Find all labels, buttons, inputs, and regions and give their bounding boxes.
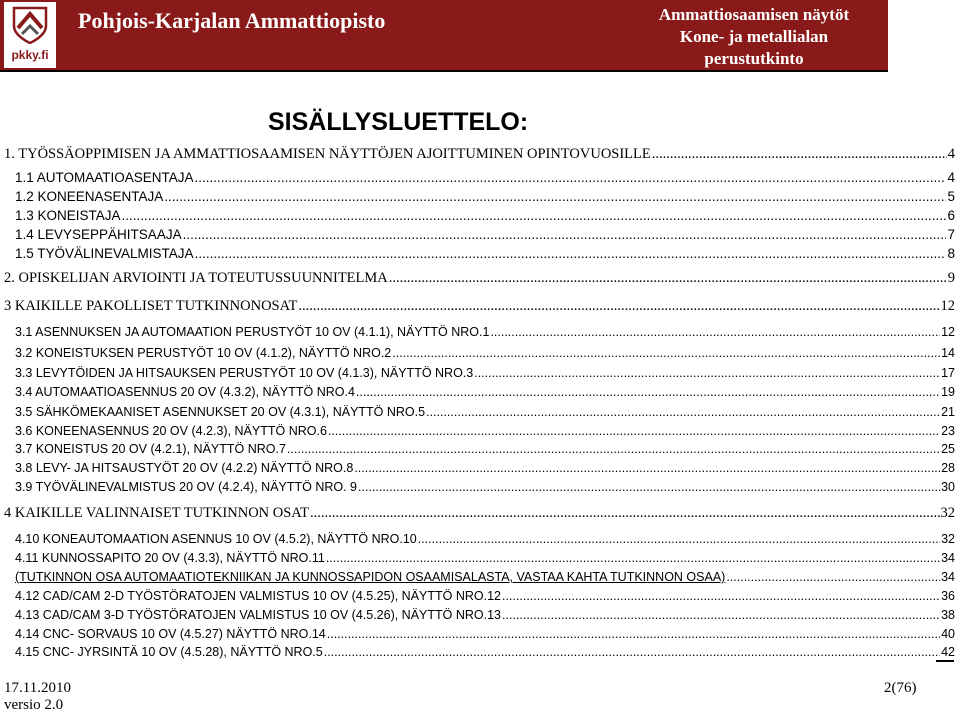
toc-entry[interactable] — [15, 442, 955, 456]
toc-entry[interactable] — [15, 627, 955, 641]
toc-entry-page: 34 — [941, 551, 955, 565]
toc-leader-dots — [298, 298, 939, 315]
toc-entry-page: 4 — [947, 170, 955, 185]
toc-entry-page: 32 — [941, 532, 955, 546]
toc-leader-dots — [652, 146, 947, 163]
toc-leader-dots — [726, 570, 940, 584]
toc-entry-page: 25 — [941, 442, 955, 456]
footer-version: versio 2.0 — [4, 697, 64, 713]
toc-entry-title: 3.2 KONEISTUKSEN PERUSTYÖT 10 OV (4.1.2), NÄYTTÖ NRO.2 — [15, 346, 392, 360]
toc-entry[interactable] — [4, 505, 955, 522]
toc-entry-page: 42 — [941, 645, 955, 659]
toc-entry-title: 4.11 KUNNOSSAPITO 20 OV (4.3.3), NÄYTTÖ NRO.11 — [15, 551, 325, 565]
toc-entry[interactable] — [15, 608, 955, 622]
toc-leader-dots — [490, 325, 940, 339]
toc-entry-page: 36 — [941, 589, 955, 603]
header-line: Ammattiosaamisen näytöt — [658, 5, 850, 24]
toc-entry-title: 3.3 LEVYTÖIDEN JA HITSAUKSEN PERUSTYÖT 10 OV (4.1.3), NÄYTTÖ NRO.3 — [15, 366, 474, 380]
toc-leader-dots — [324, 645, 940, 659]
toc-leader-dots — [328, 424, 940, 438]
toc-entry[interactable] — [15, 246, 955, 261]
toc-entry[interactable] — [15, 208, 955, 223]
logo — [4, 2, 56, 68]
toc-leader-dots — [164, 189, 946, 204]
toc-entry[interactable] — [4, 270, 955, 287]
toc-entry-page: 12 — [940, 298, 955, 314]
toc-entry[interactable] — [15, 589, 955, 603]
header-divider — [0, 70, 888, 72]
toc-entry-title: 3.5 SÄHKÖMEKAANISET ASENNUKSET 20 OV (4.3.1), NÄYTTÖ NRO.5 — [15, 405, 426, 419]
toc-entry[interactable] — [15, 385, 955, 399]
toc-entry-page: 14 — [941, 346, 955, 360]
shield-logo-icon — [12, 6, 48, 44]
header-line: perustutkinto — [704, 49, 804, 68]
toc-entry[interactable] — [15, 366, 955, 380]
toc-entry-title: 1. TYÖSSÄOPPIMISEN JA AMMATTIOSAAMISEN NÄYTTÖJEN AJOITTUMINEN OPINTOVUOSILLE — [4, 146, 651, 162]
toc-entry-page: 38 — [941, 608, 955, 622]
toc-entry-title: 3.1 ASENNUKSEN JA AUTOMAATION PERUSTYÖT 10 OV (4.1.1), NÄYTTÖ NRO.1 — [15, 325, 490, 339]
toc-entry-title: 1.1 AUTOMAATIOASENTAJA — [15, 170, 194, 185]
toc-leader-dots — [358, 480, 940, 494]
toc-entry[interactable] — [15, 645, 955, 659]
toc-leader-dots — [502, 608, 940, 622]
toc-entry-page: 5 — [947, 189, 955, 204]
toc-leader-dots — [287, 442, 940, 456]
toc-leader-dots — [326, 551, 940, 565]
toc-entry-page: 6 — [947, 208, 955, 223]
toc-entry-page: 12 — [941, 325, 955, 339]
page-header — [0, 0, 888, 70]
toc-leader-dots — [195, 170, 947, 185]
toc-entry[interactable] — [15, 570, 955, 584]
toc-entry-page: 28 — [941, 461, 955, 475]
toc-entry[interactable] — [15, 227, 955, 242]
header-subtitle — [636, 4, 872, 70]
toc-leader-dots — [418, 532, 940, 546]
toc-entry-title: (TUTKINNON OSA AUTOMAATIOTEKNIIKAN JA KUNNOSSAPIDON OSAAMISALASTA, VASTAA KAHTA TUTKINNON OSAA) — [15, 570, 726, 584]
toc-entry-title: 4.14 CNC- SORVAUS 10 OV (4.5.27) NÄYTTÖ NRO.14 — [15, 627, 326, 641]
toc-entry-title: 4 KAIKILLE VALINNAISET TUTKINNON OSAT — [4, 505, 310, 521]
page-title: SISÄLLYSLUETTELO: — [268, 108, 529, 136]
toc-leader-dots — [426, 405, 940, 419]
toc-entry[interactable] — [15, 170, 955, 185]
toc-entry-page: 40 — [941, 627, 955, 641]
toc-leader-dots — [474, 366, 940, 380]
toc-leader-dots — [389, 270, 947, 287]
toc-leader-dots — [310, 505, 939, 522]
header-margin — [888, 0, 960, 70]
toc-entry-page: 30 — [941, 480, 955, 494]
toc-entry-page: 21 — [941, 405, 955, 419]
toc-leader-dots — [195, 246, 947, 261]
toc-entry-title: 4.15 CNC- JYRSINTÄ 10 OV (4.5.28), NÄYTTÖ NRO.5 — [15, 645, 323, 659]
toc-entry-title: 1.5 TYÖVÄLINEVALMISTAJA — [15, 246, 194, 261]
toc-entry-title: 1.3 KONEISTAJA — [15, 208, 121, 223]
toc-entry-title: 1.4 LEVYSEPPÄHITSAAJA — [15, 227, 182, 242]
toc-leader-dots — [327, 627, 940, 641]
toc-entry-title: 1.2 KONEENASENTAJA — [15, 189, 164, 204]
logo-text: pkky.fi — [11, 48, 49, 62]
toc-leader-dots — [502, 589, 940, 603]
toc-entry-page: 17 — [941, 366, 955, 380]
toc-leader-dots — [183, 227, 947, 242]
toc-entry-title: 3.4 AUTOMAATIOASENNUS 20 OV (4.3.2), NÄYTTÖ NRO.4 — [15, 385, 355, 399]
organization-name: Pohjois-Karjalan Ammattiopisto — [78, 8, 386, 33]
header-line: Kone- ja metallialan — [679, 27, 829, 46]
toc-entry-title: 3.7 KONEISTUS 20 OV (4.2.1), NÄYTTÖ NRO.7 — [15, 442, 286, 456]
toc-leader-dots — [122, 208, 947, 223]
footer-page-number: 2(76) — [884, 680, 917, 696]
toc-entry[interactable] — [15, 532, 955, 546]
toc-entry-title: 4.13 CAD/CAM 3-D TYÖSTÖRATOJEN VALMISTUS 10 OV (4.5.26), NÄYTTÖ NRO.13 — [15, 608, 502, 622]
toc-entry[interactable] — [15, 325, 955, 339]
toc-entry[interactable] — [15, 189, 955, 204]
toc-entry[interactable] — [15, 551, 955, 565]
footer-mark — [936, 660, 954, 662]
toc-entry-title: 3.6 KONEENASENNUS 20 OV (4.2.3), NÄYTTÖ NRO.6 — [15, 424, 327, 438]
toc-leader-dots — [356, 385, 940, 399]
toc-entry-title: 3 KAIKILLE PAKOLLISET TUTKINNONOSAT — [4, 298, 298, 314]
toc-leader-dots — [392, 346, 940, 360]
toc-entry[interactable] — [4, 298, 955, 315]
toc-entry-page: 19 — [941, 385, 955, 399]
footer-date: 17.11.2010 — [4, 680, 71, 696]
toc-entry-title: 4.12 CAD/CAM 2-D TYÖSTÖRATOJEN VALMISTUS 10 OV (4.5.25), NÄYTTÖ NRO.12 — [15, 589, 502, 603]
toc-entry[interactable] — [15, 461, 955, 475]
toc-entry-title: 3.8 LEVY- JA HITSAUSTYÖT 20 OV (4.2.2) NÄYTTÖ NRO.8 — [15, 461, 354, 475]
toc-entry[interactable] — [15, 424, 955, 438]
toc-entry-title: 2. OPISKELIJAN ARVIOINTI JA TOTEUTUSSUUNNITELMA — [4, 270, 388, 286]
toc-entry-page: 23 — [941, 424, 955, 438]
toc-entry-title: 3.9 TYÖVÄLINEVALMISTUS 20 OV (4.2.4), NÄYTTÖ NRO. 9 — [15, 480, 358, 494]
toc-entry-page: 32 — [940, 505, 955, 521]
toc-entry-page: 7 — [947, 227, 955, 242]
toc-leader-dots — [354, 461, 940, 475]
toc-entry-page: 9 — [947, 270, 955, 286]
toc-entry-page: 4 — [947, 146, 955, 162]
toc-entry-title: 4.10 KONEAUTOMAATION ASENNUS 10 OV (4.5.2), NÄYTTÖ NRO.10 — [15, 532, 417, 546]
toc-entry[interactable] — [15, 405, 955, 419]
toc-entry[interactable] — [15, 346, 955, 360]
toc-entry-page: 8 — [947, 246, 955, 261]
toc-entry[interactable] — [4, 146, 955, 163]
toc-entry[interactable] — [15, 480, 955, 494]
toc-entry-page: 34 — [941, 570, 955, 584]
